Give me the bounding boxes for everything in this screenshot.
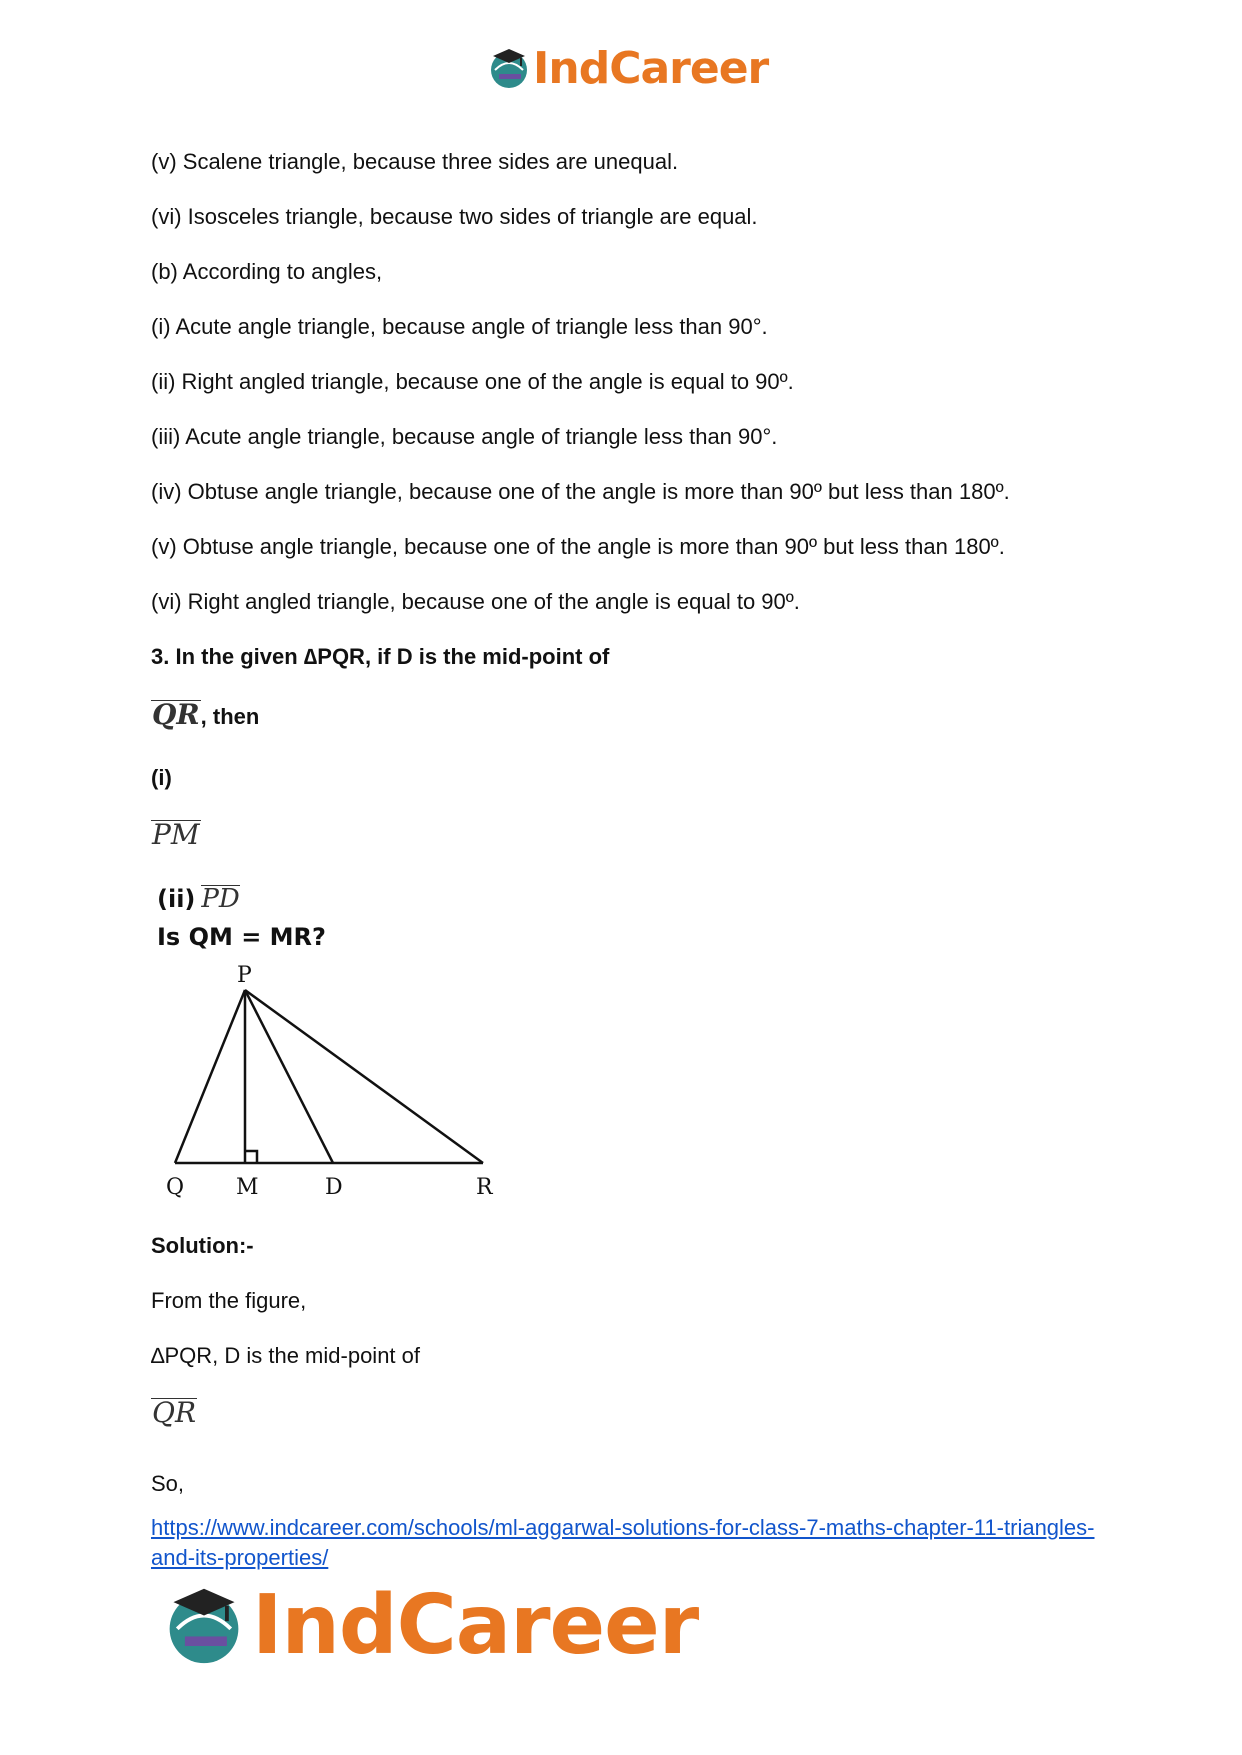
math-qr: QR: [152, 1396, 197, 1429]
question-heading: 3. In the given ∆PQR, if D is the mid-point of: [151, 644, 610, 669]
header-logo: [487, 42, 768, 94]
answer-line: (v) Scalene triangle, because three sides are unequal.: [151, 149, 679, 174]
brand-logo-text: IndCareer: [533, 42, 769, 94]
vertex-label-p: P: [237, 963, 252, 988]
vertex-label-q: Q: [166, 1175, 185, 1200]
brand-logo-text: IndCareer: [252, 1577, 699, 1673]
question-ask: Is QM = MR?: [157, 923, 326, 951]
solution-line: From the figure,: [151, 1288, 307, 1313]
solution-line: So,: [151, 1471, 185, 1496]
math-pm: PM: [152, 818, 200, 851]
graduation-globe-icon: [487, 46, 531, 90]
part-ii-line: [157, 885, 240, 913]
solution-math-line: [151, 1398, 197, 1429]
solution-line: ∆PQR, D is the mid-point of: [151, 1343, 420, 1368]
answer-line: (iv) Obtuse angle triangle, because one of the angle is more than 90º but less than 180º.: [151, 479, 1010, 504]
solution-heading: Solution:-: [151, 1233, 254, 1258]
source-link[interactable]: https://www.indcareer.com/schools/ml-aggarwal-solutions-for-class-7-maths-chapter-11-triangles-and-its-properties/: [151, 1515, 1095, 1570]
part-ii-label: (ii): [157, 885, 196, 913]
triangle-figure: [150, 960, 510, 1200]
answer-line: (b) According to angles,: [151, 259, 383, 284]
point-label-m: M: [236, 1175, 259, 1200]
answer-line: (iii) Acute angle triangle, because angle of triangle less than 90°.: [151, 424, 778, 449]
vertex-label-r: R: [476, 1175, 493, 1200]
point-label-d: D: [325, 1175, 343, 1200]
answer-line: (vi) Right angled triangle, because one of the angle is equal to 90º.: [151, 589, 800, 614]
math-pd: PD: [201, 884, 240, 914]
answer-line: (v) Obtuse angle triangle, because one of the angle is more than 90º but less than 180º.: [151, 534, 1005, 559]
part-i-math-line: [151, 820, 201, 851]
footer-logo: [162, 1577, 699, 1673]
answer-line: (ii) Right angled triangle, because one of the angle is equal to 90º.: [151, 369, 794, 394]
part-i-label: (i): [151, 765, 172, 790]
graduation-globe-icon: [162, 1583, 246, 1667]
question-qr-line: [151, 700, 259, 731]
math-qr: QR: [152, 698, 200, 731]
then-text: , then: [200, 704, 260, 729]
answer-line: (vi) Isosceles triangle, because two sides of triangle are equal.: [151, 204, 758, 229]
answer-line: (i) Acute angle triangle, because angle of triangle less than 90°.: [151, 314, 768, 339]
